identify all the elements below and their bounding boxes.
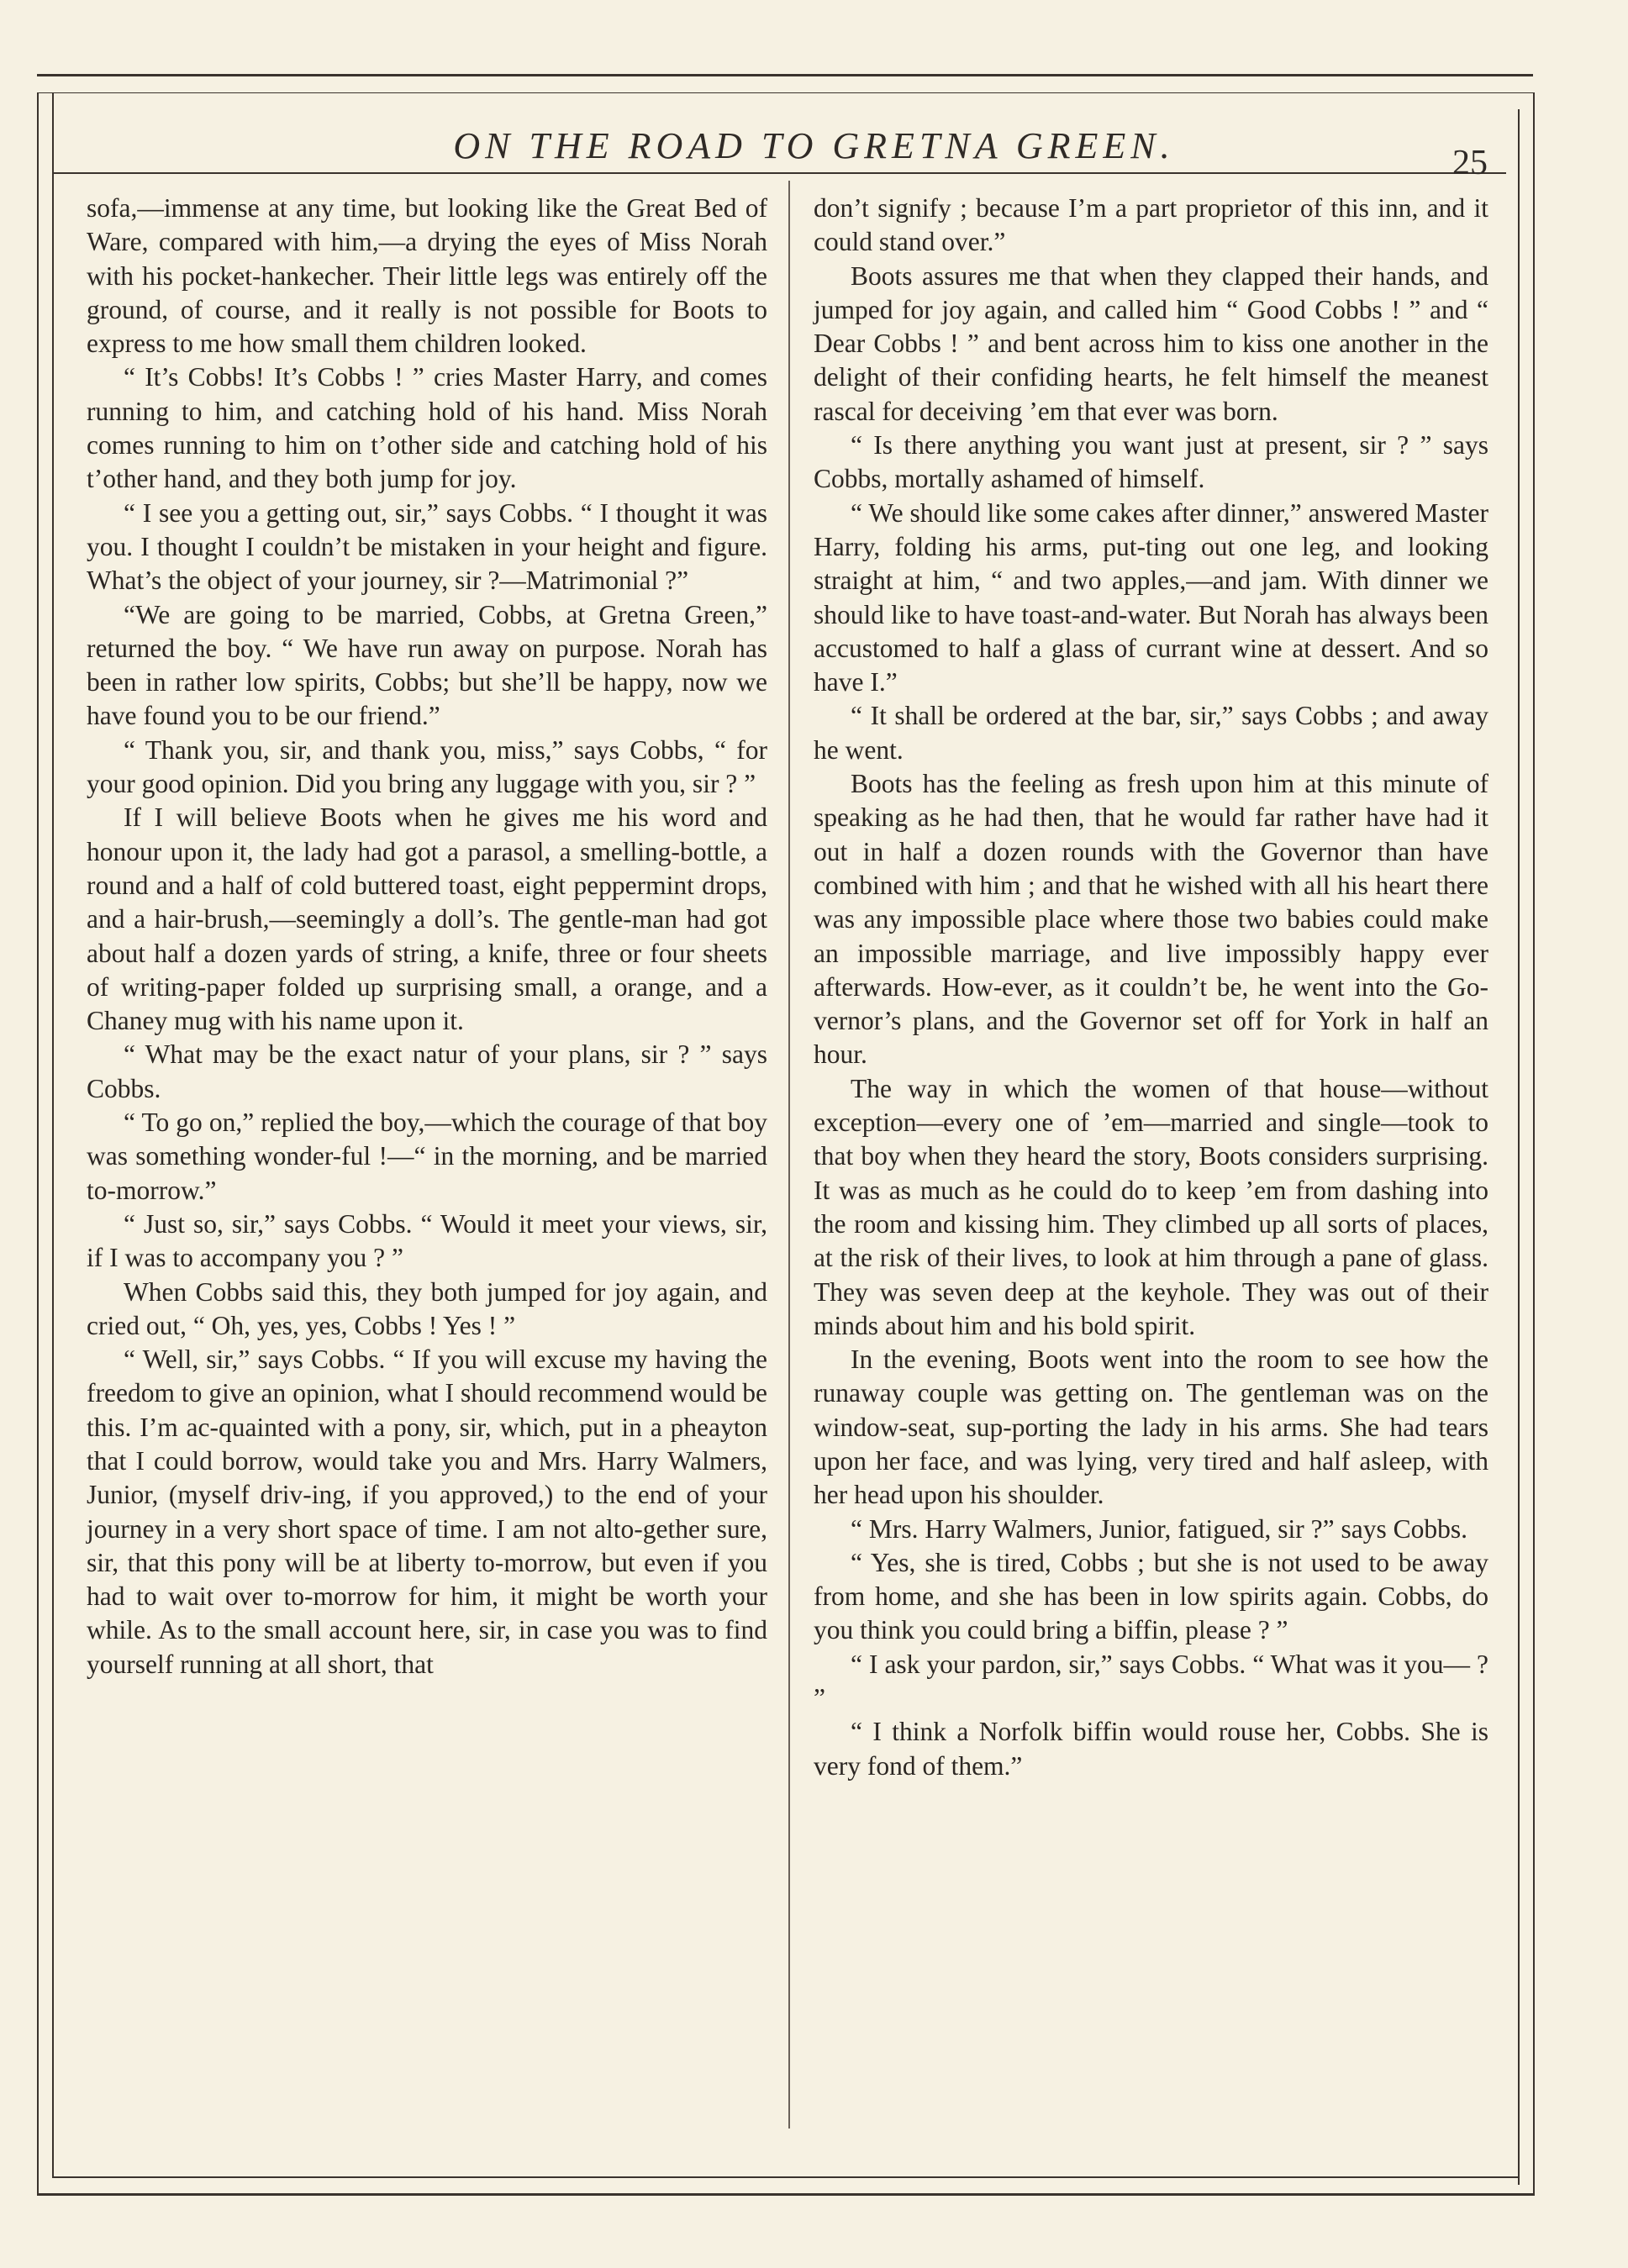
- paragraph: “ To go on,” replied the boy,—which the courage of that boy was something wonder-ful !—“ in the morning, and be married to-morrow.”: [87, 1108, 767, 1205]
- paragraph: If I will believe Boots when he gives me his word and honour upon it, the lady had got a parasol, a smelling-bottle, a round and a half of cold buttered toast, eight peppermint drops, and a hair-brush,—seemingly a doll’s. The gentle-man had got about half a dozen yards of string, a knife, three or four sheets of writing-paper folded up surprising small, a orange, and a Chaney mug with his name upon it.: [87, 802, 767, 1036]
- paragraph: “ I think a Norfolk biffin would rouse her, Cobbs. She is very fond of them.”: [814, 1717, 1488, 1781]
- right-border-rule: [1518, 109, 1520, 2185]
- left-border-rule: [37, 92, 39, 2193]
- bottom-border-rule-inner: [52, 2176, 1520, 2178]
- paragraph: “ I see you a getting out, sir,” says Cobbs. “ I thought it was you. I thought I couldn’t be mistaken in your height and figure. What’s the object of your journey, sir ?—Matrimonial ?”: [87, 497, 767, 596]
- paragraph: “ Well, sir,” says Cobbs. “ If you will excuse my having the freedom to give an opinion, what I should recommend would be this. I’m ac-quainted with a pony, sir, which, put in a pheayton that I could borrow, would take you and Mrs. Harry Walmers, Junior, (myself driv-ing, if you approved,) to the end of your journey in a very short space of time. I am not alto-gether sure, sir, that this pony will be at liberty to-morrow, but even if you had to wait over to-morrow for him, it might be worth your while. As to the small account here, sir, in case you was to find yourself running at all short, that: [87, 1344, 767, 1679]
- paragraph: sofa,—immense at any time, but looking like the Great Bed of Ware, compared with him,—a drying the eyes of Miss Norah with his pocket-hankecher. Their little legs was entirely off the ground, of course, and it really is not possible for Boots to express to me how small them children looked.: [87, 193, 767, 359]
- paragraph: “ Thank you, sir, and thank you, miss,” says Cobbs, “ for your good opinion. Did you bring any luggage with you, sir ? ”: [87, 734, 767, 799]
- paragraph: Boots has the feeling as fresh upon him at this minute of speaking as he had then, that he would far rather have had it out in half a dozen rounds with the Governor than have combined with him ; and that he wished with all his heart there was any impossible place where those two babies could make an impossible marriage, and live impossibly happy ever afterwards. How-ever, as it couldn’t be, he went into the Go-vernor’s plans, and the Governor set off for York in half an hour.: [814, 769, 1488, 1070]
- paragraph: In the evening, Boots went into the room to see how the runaway couple was getting on. The gentleman was on the window-seat, sup-porting the lady in his arms. She had tears upon her face, and was lying, very tired and half asleep, with her head upon his shoulder.: [814, 1344, 1488, 1510]
- column-divider: [788, 181, 790, 2129]
- paragraph: “ It shall be ordered at the bar, sir,” says Cobbs ; and away he went.: [814, 701, 1488, 765]
- paragraph: “ Is there anything you want just at present, sir ? ” says Cobbs, mortally ashamed of himself.: [814, 430, 1488, 494]
- paragraph: The way in which the women of that house—without exception—every one of ’em—married and single—took to that boy when they heard the story, Boots considers surprising. It was as much as he could do to keep ’em from dashing into the room and kissing him. They climbed up all sorts of places, at the risk of their lives, to look at him through a pane of glass. They was seven deep at the keyhole. They was out of their minds about him and his bold spirit.: [814, 1073, 1488, 1340]
- paragraph: “ It’s Cobbs! It’s Cobbs ! ” cries Master Harry, and comes running to him, and catching hold of his hand. Miss Norah comes running to him on t’other side and catching hold of his t’other hand, and they both jump for joy.: [87, 362, 767, 494]
- paragraph: “ Mrs. Harry Walmers, Junior, fatigued, sir ?” says Cobbs.: [851, 1513, 1467, 1544]
- running-header-title: ON THE ROAD TO GRETNA GREEN.: [453, 125, 1175, 166]
- right-border-rule-outer: [1533, 92, 1535, 2193]
- top-border-rule: [37, 74, 1533, 76]
- paragraph: “ What may be the exact natur of your plans, sir ? ” says Cobbs.: [87, 1039, 767, 1103]
- top-border-rule-inner: [37, 92, 1533, 93]
- left-column: [87, 192, 767, 1681]
- paragraph: When Cobbs said this, they both jumped for joy again, and cried out, “ Oh, yes, yes, Cobbs ! Yes ! ”: [87, 1276, 767, 1340]
- paragraph: don’t signify ; because I’m a part proprietor of this inn, and it could stand over.”: [814, 193, 1488, 257]
- paragraph: “ We should like some cakes after dinner,” answered Master Harry, folding his arms, put-ting out one leg, and looking straight at him, “ and two apples,—and jam. With dinner we should like to have toast-and-water. But Norah has always been accustomed to half a glass of currant wine at dessert. And so have I.”: [814, 497, 1488, 697]
- paragraph: “We are going to be married, Cobbs, at Gretna Green,” returned the boy. “ We have run away on purpose. Norah has been in rather low spirits, Cobbs; but she’ll be happy, now we have found you to be our friend.”: [87, 599, 767, 731]
- left-border-rule-inner: [52, 92, 54, 2176]
- paragraph: “ Yes, she is tired, Cobbs ; but she is not used to be away from home, and she has been in low spirits again. Cobbs, do you think you could bring a biffin, please ? ”: [814, 1547, 1488, 1645]
- right-column: [814, 192, 1488, 1783]
- paragraph: “ Just so, sir,” says Cobbs. “ Would it meet your views, sir, if I was to accompany you ? ”: [87, 1208, 767, 1273]
- header-underline: [52, 172, 1506, 174]
- page-number: 25: [1452, 144, 1488, 182]
- paragraph: “ I ask your pardon, sir,” says Cobbs. “ What was it you— ? ”: [814, 1649, 1488, 1713]
- paragraph: Boots assures me that when they clapped their hands, and jumped for joy again, and called him “ Good Cobbs ! ” and “ Dear Cobbs ! ” and bent across him to kiss one another in the delight of their confiding hearts, he felt himself the meanest rascal for deceiving ’em that ever was born.: [814, 260, 1488, 426]
- bottom-border-rule: [37, 2193, 1535, 2196]
